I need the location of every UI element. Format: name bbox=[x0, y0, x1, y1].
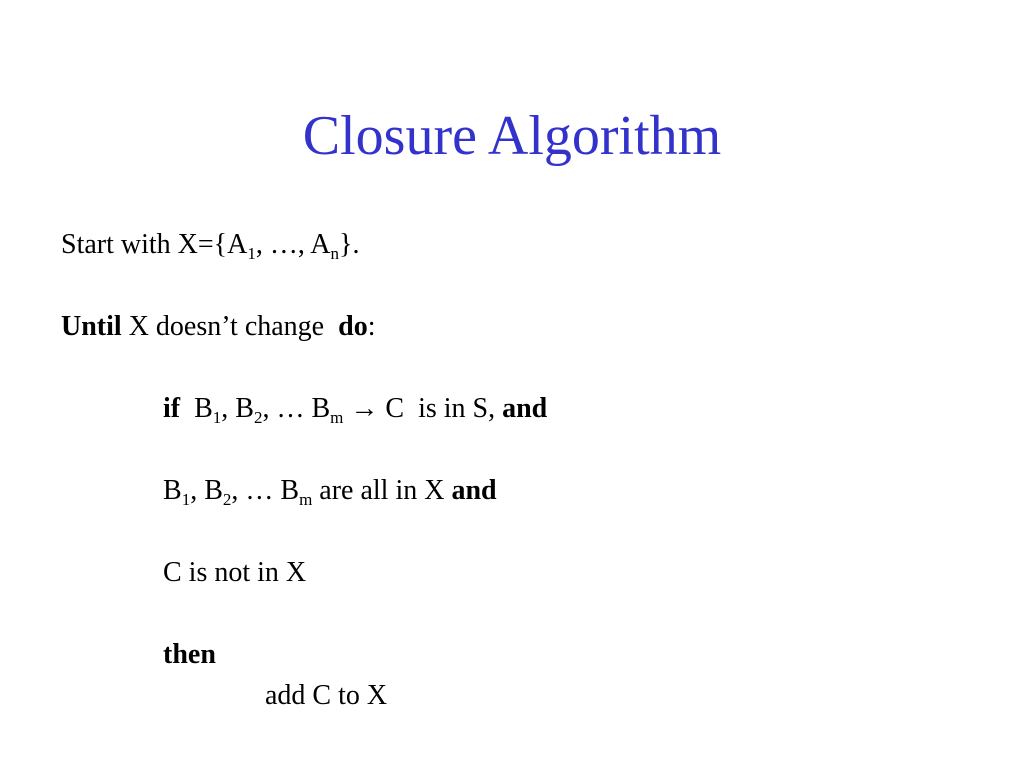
b2-text: , B bbox=[221, 393, 254, 424]
bm-text: , … B bbox=[231, 475, 300, 506]
closing-brace: }. bbox=[339, 229, 360, 260]
ellipsis-text: , …, A bbox=[255, 229, 331, 260]
do-keyword: do bbox=[338, 311, 368, 342]
until-condition: X doesn’t change bbox=[121, 311, 339, 342]
add-line: add C to X bbox=[265, 680, 388, 711]
slide-title: Closure Algorithm bbox=[302, 105, 722, 167]
subscript-1: 1 bbox=[247, 244, 256, 263]
subscript-2: 2 bbox=[222, 490, 232, 509]
subscript-n: n bbox=[330, 244, 340, 263]
then-keyword: then bbox=[163, 639, 216, 670]
b2-text: , B bbox=[190, 475, 223, 506]
subscript-m: m bbox=[330, 408, 344, 427]
until-keyword: Until bbox=[61, 311, 122, 342]
all-in-x-text: are all in X bbox=[312, 475, 452, 506]
colon: : bbox=[367, 311, 376, 342]
not-in-x-line: C is not in X bbox=[163, 557, 307, 588]
bm-text: , … B bbox=[262, 393, 331, 424]
all-in-x-line bbox=[163, 474, 497, 508]
subscript-m: m bbox=[299, 490, 313, 509]
and-keyword: and bbox=[451, 475, 497, 506]
b1-text: B bbox=[180, 393, 213, 424]
subscript-1: 1 bbox=[181, 490, 191, 509]
if-line bbox=[163, 392, 547, 426]
b1-text: B bbox=[163, 475, 182, 506]
start-line bbox=[61, 228, 359, 262]
start-text: Start with X={A bbox=[61, 229, 248, 260]
then-line bbox=[163, 638, 216, 672]
subscript-1: 1 bbox=[212, 408, 222, 427]
subscript-2: 2 bbox=[253, 408, 263, 427]
dependency-text: → C is in S, bbox=[343, 393, 503, 424]
if-keyword: if bbox=[163, 393, 181, 424]
and-keyword: and bbox=[502, 393, 548, 424]
until-line bbox=[61, 310, 375, 344]
